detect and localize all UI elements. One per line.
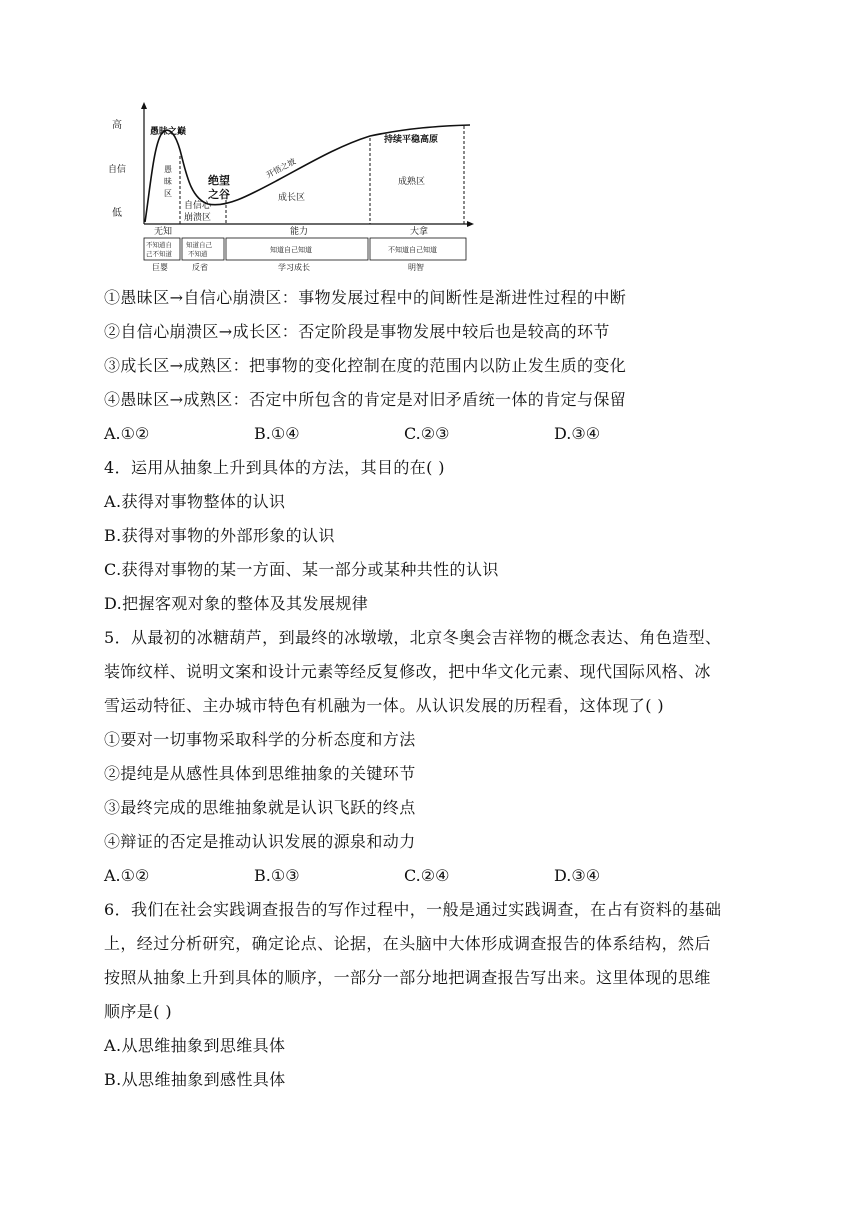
q6-option-b[interactable]: B.从思维抽象到感性具体 [104,1070,286,1089]
x-label-expert: 大拿 [410,227,429,237]
box-label-2: 反省 [192,263,208,272]
q3-option-c[interactable]: C.②③ [404,424,450,443]
zone-growth: 成长区 [278,193,306,203]
q6-stem-line-3: 按照从抽象上升到具体的顺序，一部分一部分地把调查报告写出来。这里体现的思维 [104,968,711,987]
q5-stem-line-3: 雪运动特征、主办城市特色有机融为一体。从认识发展的历程看，这体现了( ) [104,696,664,715]
plateau-label: 持续平稳高原 [384,135,439,145]
q6-stem-line-2: 上，经过分析研究，确定论点、论据，在头脑中大体形成调查报告的体系结构，然后 [104,934,711,953]
q5-statement-3: ③最终完成的思维抽象就是认识飞跃的终点 [104,798,416,817]
x-axis-arrow [467,221,474,227]
y-label-mid: 自信 [108,165,127,175]
q6-stem-line-4: 顺序是( ) [104,1002,172,1021]
x-label-ability: 能力 [290,227,309,237]
q3-options [104,424,724,444]
y-axis-arrow [141,102,147,109]
q3-option-d[interactable]: D.③④ [554,424,601,443]
zone-collapse-1: 自信心 [184,201,212,211]
y-label-low: 低 [112,208,122,219]
q5-statement-2: ②提纯是从感性具体到思维抽象的关键环节 [104,764,416,783]
q5-stem-line-1: 5．从最初的冰糖葫芦，到最终的冰墩墩，北京冬奥会吉祥物的概念表达、角色造型、 [104,628,722,647]
box-4-text: 不知道自己知道 [388,246,437,254]
q4-option-a[interactable]: A.获得对事物整体的认识 [104,492,286,511]
q3-statement-2: ②自信心崩溃区→成长区：否定阶段是事物发展中较后也是较高的环节 [104,322,610,341]
zone-mature: 成熟区 [398,177,426,187]
q4-stem: 4．运用从抽象上升到具体的方法，其目的在( ) [104,458,445,477]
q5-option-a[interactable]: A.①② [104,866,150,885]
x-label-ignorance: 无知 [154,227,173,237]
dunning-kruger-figure [108,100,480,272]
q4-option-d[interactable]: D.把握客观对象的整体及其发展规律 [104,594,369,613]
box-1-text-2: 己不知道 [146,250,172,258]
q5-stem-line-2: 装饰纹样、说明文案和设计元素等经反复修改，把中华文化元素、现代国际风格、冰 [104,662,711,681]
zone-collapse-2: 崩溃区 [184,213,212,223]
valley-label-2: 之谷 [208,188,230,201]
q3-statement-3: ③成长区→成熟区：把事物的变化控制在度的范围内以防止发生质的变化 [104,356,627,375]
q5-option-b[interactable]: B.①③ [254,866,300,885]
q5-statement-1: ①要对一切事物采取科学的分析态度和方法 [104,730,416,749]
q6-stem-line-1: 6．我们在社会实践调查报告的写作过程中，一般是通过实践调查，在占有资料的基础 [104,900,722,919]
box-label-1: 巨婴 [152,263,168,272]
peak-label: 愚昧之巅 [150,127,187,137]
zone-ignorance-2: 昧 [164,177,172,186]
q4-option-c[interactable]: C.获得对事物的某一方面、某一部分或某种共性的认识 [104,560,499,579]
q3-option-a[interactable]: A.①② [104,424,150,443]
q3-statement-4: ④愚昧区→成熟区：否定中所包含的肯定是对旧矛盾统一体的肯定与保留 [104,390,627,409]
zone-ignorance-1: 愚 [164,165,172,174]
q4-option-b[interactable]: B.获得对事物的外部形象的认识 [104,526,335,545]
box-2-text-2: 不知道 [188,250,208,258]
q5-option-d[interactable]: D.③④ [554,866,601,885]
box-3-text: 知道自己知道 [270,246,312,254]
slope-label: 开悟之坡 [264,156,298,180]
q3-option-b[interactable]: B.①④ [254,424,300,443]
zone-ignorance-3: 区 [164,189,172,198]
q6-option-a[interactable]: A.从思维抽象到思维具体 [104,1036,286,1055]
y-label-high: 高 [112,120,122,131]
box-label-3: 学习成长 [278,263,310,272]
q5-statement-4: ④辩证的否定是推动认识发展的源泉和动力 [104,832,416,851]
box-label-4: 明智 [408,263,424,272]
q3-statement-1: ①愚昧区→自信心崩溃区：事物发展过程中的间断性是渐进性过程的中断 [104,288,627,307]
box-1-text-1: 不知道自 [146,241,172,249]
valley-label-1: 绝望 [208,174,230,187]
q5-option-c[interactable]: C.②④ [404,866,450,885]
q5-options [104,866,724,886]
box-2-text-1: 知道自己 [186,241,212,249]
